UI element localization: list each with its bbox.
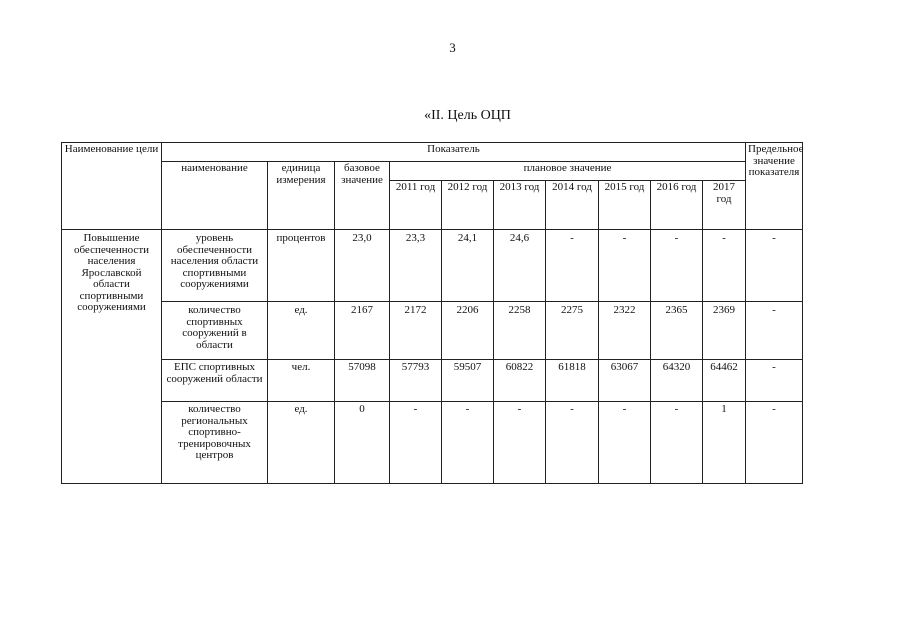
year-value-cell: 64320 xyxy=(651,360,703,402)
year-value-cell: - xyxy=(599,402,651,484)
limit-value-cell: - xyxy=(746,360,803,402)
year-value-cell: - xyxy=(599,230,651,302)
header-year: 2015 год xyxy=(599,181,651,230)
year-value-cell: 2172 xyxy=(390,302,442,360)
year-value-cell: 24,6 xyxy=(494,230,546,302)
table-row xyxy=(62,402,803,484)
limit-value-cell: - xyxy=(746,230,803,302)
indicator-name-cell: количество региональных спортивно-тренировочных центров xyxy=(162,402,268,484)
base-value-cell: 2167 xyxy=(335,302,390,360)
header-year: 2017 год xyxy=(703,181,746,230)
header-year: 2011 год xyxy=(390,181,442,230)
year-value-cell: 59507 xyxy=(442,360,494,402)
year-value-cell: 2322 xyxy=(599,302,651,360)
indicator-name-cell: количество спортивных сооружений в области xyxy=(162,302,268,360)
indicator-name-cell: уровень обеспеченности населения области спортивными сооружениями xyxy=(162,230,268,302)
year-value-cell: 60822 xyxy=(494,360,546,402)
limit-value-cell: - xyxy=(746,402,803,484)
header-year: 2016 год xyxy=(651,181,703,230)
year-value-cell: 2258 xyxy=(494,302,546,360)
header-indicator: Показатель xyxy=(162,143,746,162)
year-value-cell: - xyxy=(546,230,599,302)
year-value-cell: - xyxy=(442,402,494,484)
unit-cell: процентов xyxy=(268,230,335,302)
header-indicator-name: наименование xyxy=(162,162,268,230)
base-value-cell: 23,0 xyxy=(335,230,390,302)
table-row xyxy=(62,230,803,302)
unit-cell: ед. xyxy=(268,402,335,484)
base-value-cell: 57098 xyxy=(335,360,390,402)
year-value-cell: 64462 xyxy=(703,360,746,402)
header-year: 2013 год xyxy=(494,181,546,230)
year-value-cell: 2365 xyxy=(651,302,703,360)
limit-value-cell: - xyxy=(746,302,803,360)
year-value-cell: 1 xyxy=(703,402,746,484)
header-year: 2014 год xyxy=(546,181,599,230)
year-value-cell: - xyxy=(651,402,703,484)
header-unit: единица измерения xyxy=(268,162,335,230)
year-value-cell: - xyxy=(390,402,442,484)
year-value-cell: 63067 xyxy=(599,360,651,402)
header-goal-name: Наименование цели xyxy=(62,143,162,230)
base-value-cell: 0 xyxy=(335,402,390,484)
header-base-value: базовое значение xyxy=(335,162,390,230)
year-value-cell: - xyxy=(546,402,599,484)
goal-name-cell: Повышение обеспеченности населения Ярославской области спортивными сооружениями xyxy=(62,230,162,484)
table-row xyxy=(62,360,803,402)
header-limit-value: Предельное значение показателя xyxy=(746,143,803,230)
year-value-cell: 23,3 xyxy=(390,230,442,302)
year-value-cell: 61818 xyxy=(546,360,599,402)
goal-table xyxy=(61,142,803,484)
table-row xyxy=(62,302,803,360)
indicator-name-cell: ЕПС спортивных сооружений области xyxy=(162,360,268,402)
year-value-cell: 2369 xyxy=(703,302,746,360)
header-planned-value: плановое значение xyxy=(390,162,746,181)
section-title: «II. Цель ОЦП xyxy=(424,108,511,123)
year-value-cell: - xyxy=(703,230,746,302)
unit-cell: ед. xyxy=(268,302,335,360)
header-year: 2012 год xyxy=(442,181,494,230)
year-value-cell: 24,1 xyxy=(442,230,494,302)
year-value-cell: - xyxy=(651,230,703,302)
year-value-cell: 2275 xyxy=(546,302,599,360)
year-value-cell: 57793 xyxy=(390,360,442,402)
year-value-cell: 2206 xyxy=(442,302,494,360)
year-value-cell: - xyxy=(494,402,546,484)
page-number: 3 xyxy=(449,40,456,55)
unit-cell: чел. xyxy=(268,360,335,402)
